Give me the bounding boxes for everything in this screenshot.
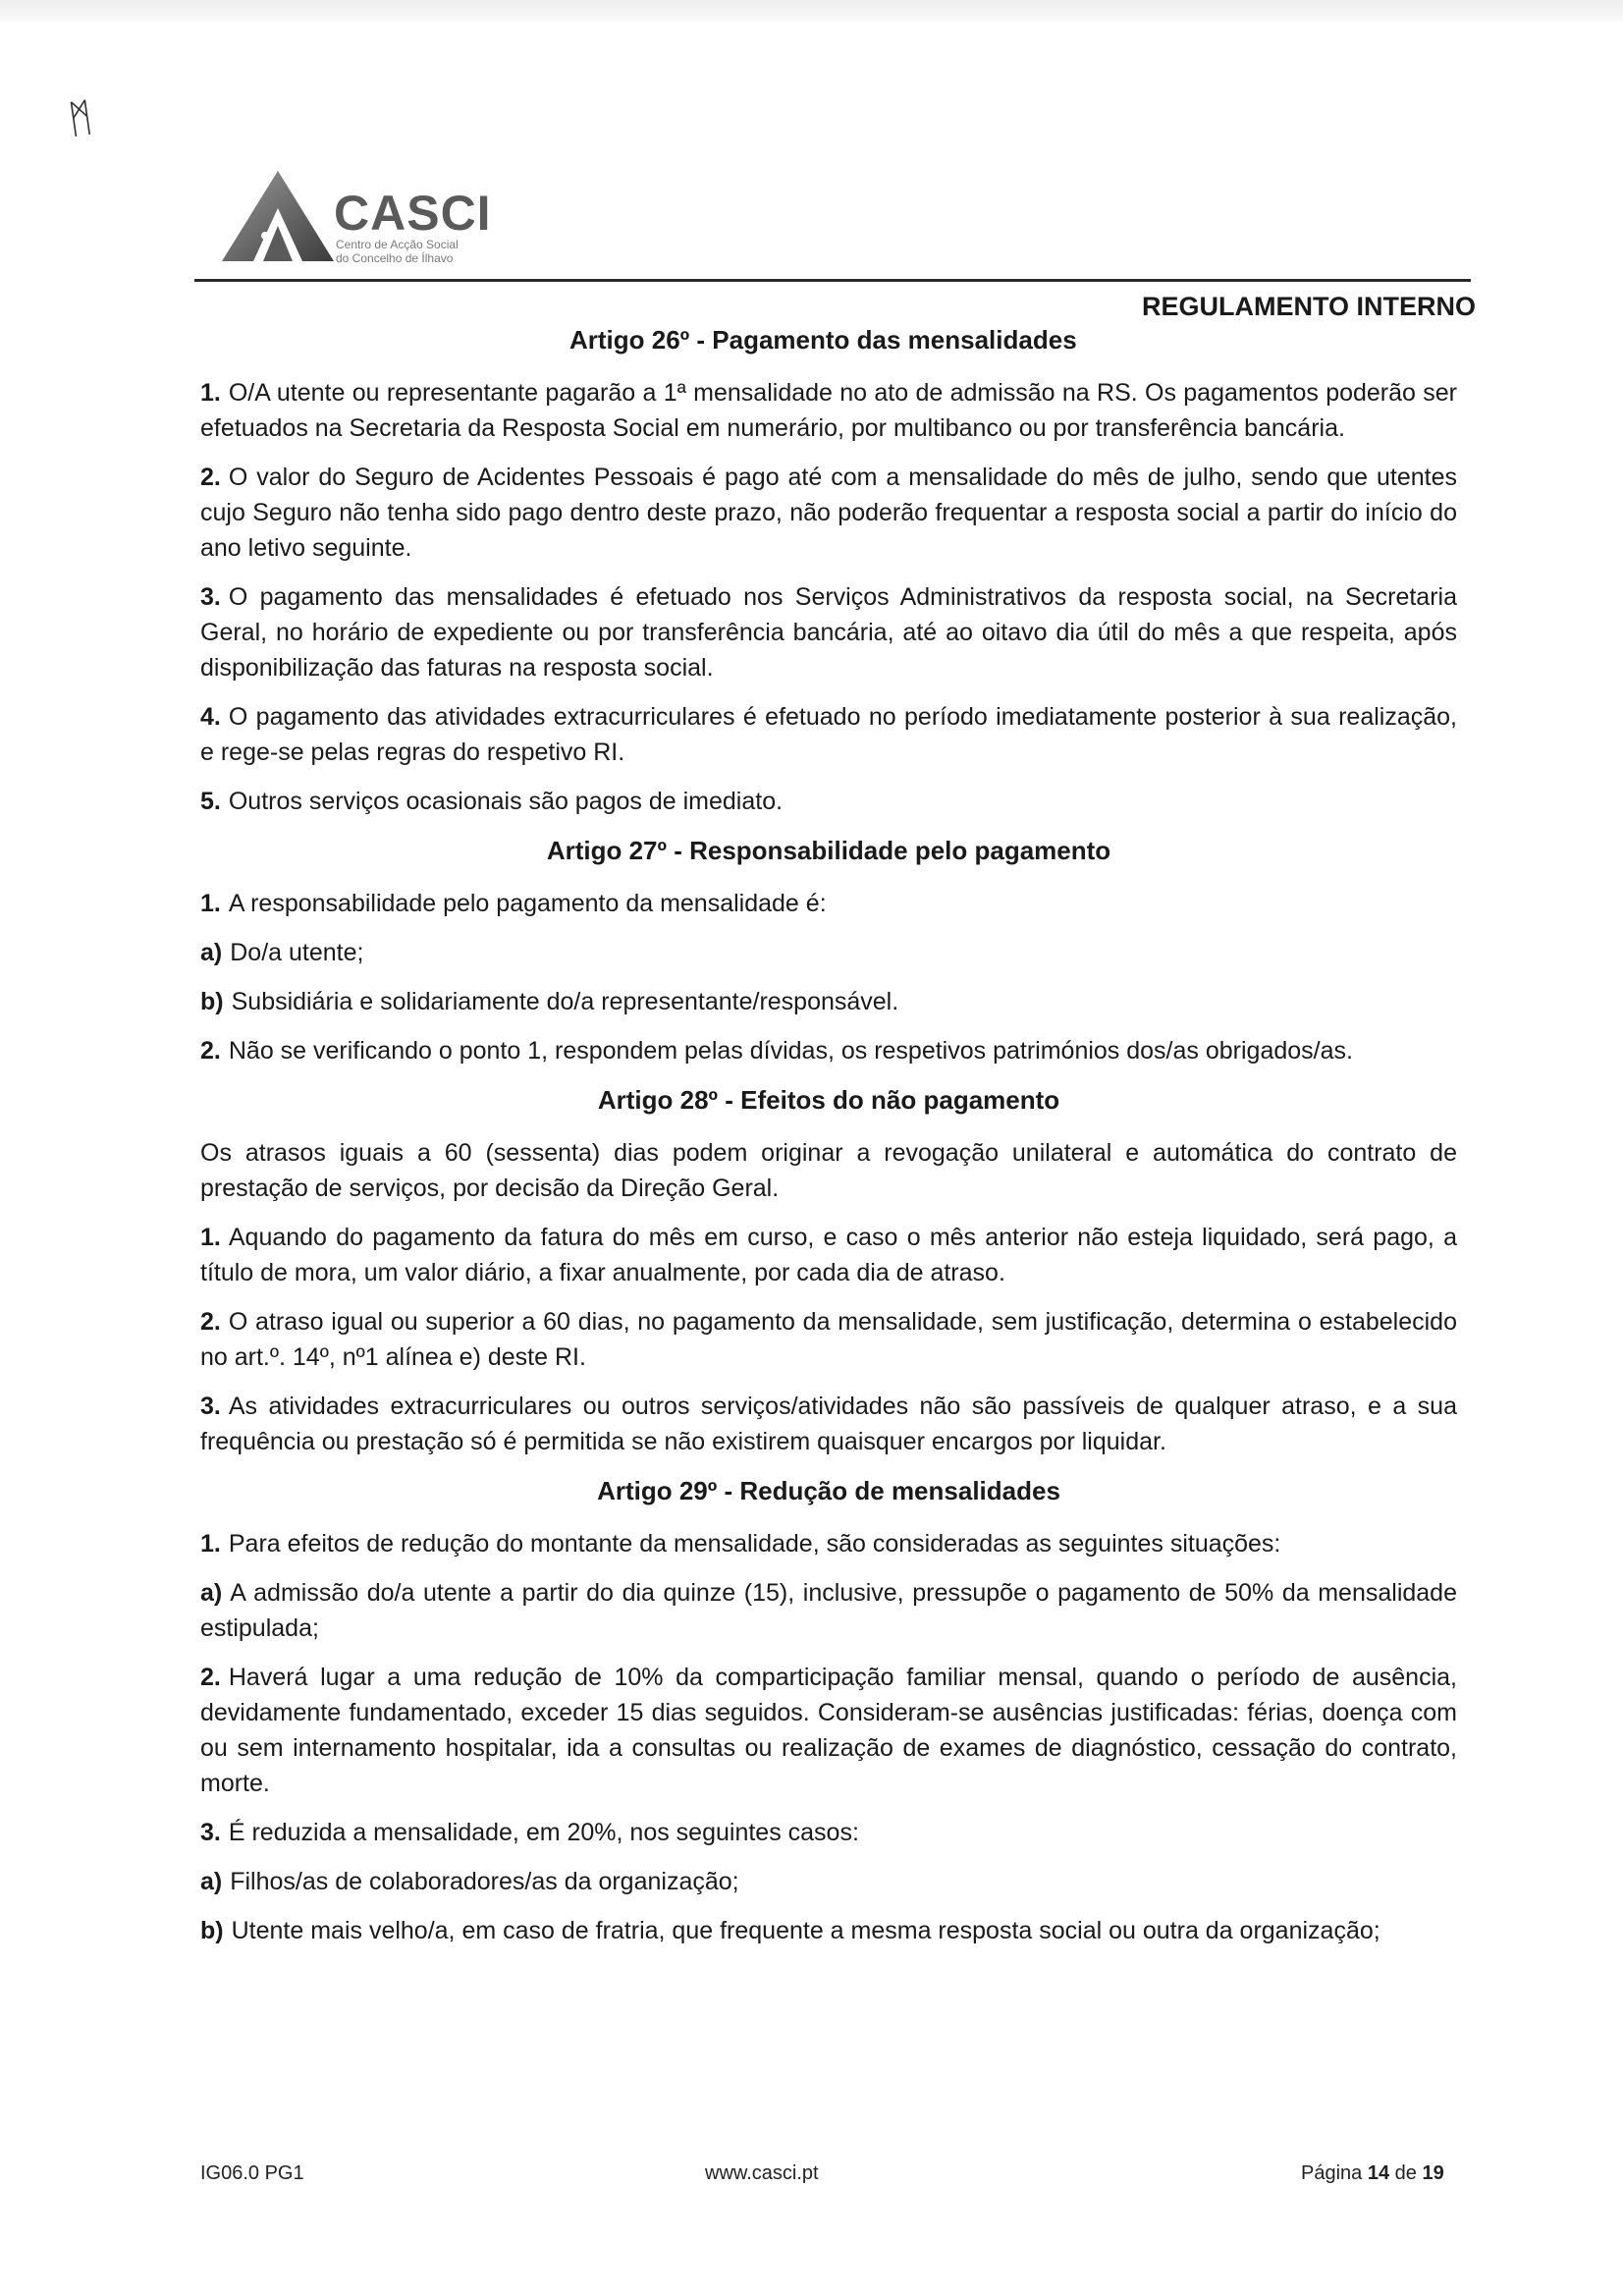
art29-item-a [200, 1575, 1457, 1646]
art26-paragraph-3 [200, 579, 1457, 685]
paragraph-text: O valor do Seguro de Acidentes Pessoais é pago até com a mensalidade do mês de julho, sendo que utentes cujo Seguro não tenha sido pago dentro deste prazo, não poderão frequentar a resposta social a partir do início do ano letivo seguinte. [200, 464, 1457, 562]
item-number: 1. [200, 1224, 221, 1251]
art27-item-a [200, 935, 1457, 970]
paragraph-text: Para efeitos de redução do montante da mensalidade, são consideradas as seguintes situações: [228, 1530, 1281, 1558]
logo-subtitle-2: do Concelho de Ílhavo [336, 251, 454, 265]
art29-item-3a [200, 1864, 1457, 1899]
paragraph-text: Utente mais velho/a, em caso de fratria, que frequente a mesma resposta social ou outra da organização; [231, 1917, 1380, 1944]
art28-paragraph-2 [200, 1304, 1457, 1375]
item-number: 1. [200, 890, 221, 917]
document-body [200, 322, 1457, 1962]
paragraph-text: As atividades extracurriculares ou outros serviços/atividades não são passíveis de qualquer atraso, e a sua frequência ou prestação só é permitida se não existirem quaisquer encargos por liquidar. [200, 1393, 1457, 1455]
art29-paragraph-1 [200, 1526, 1457, 1561]
footer-doc-code: IG06.0 PG1 [200, 2162, 304, 2184]
item-number: 2. [200, 1308, 221, 1336]
paragraph-text: Filhos/as de colaboradores/as da organização; [230, 1868, 739, 1895]
art28-paragraph-1 [200, 1220, 1457, 1290]
page-prefix: Página [1301, 2162, 1363, 2184]
handwritten-initials: ᛗ [65, 94, 96, 143]
paragraph-text: A responsabilidade pelo pagamento da mensalidade é: [228, 890, 827, 917]
item-number: 3. [200, 1819, 221, 1846]
paragraph-text: Subsidiária e solidariamente do/a representante/responsável. [231, 988, 899, 1015]
item-letter: a) [200, 1868, 223, 1895]
page-total: 19 [1422, 2162, 1444, 2184]
article-28-title: Artigo 28º - Efeitos do não pagamento [597, 1085, 1060, 1115]
item-number: 3. [200, 1393, 221, 1420]
item-number: 2. [200, 464, 221, 491]
art29-paragraph-3 [200, 1815, 1457, 1850]
art27-item-b [200, 984, 1457, 1019]
art27-paragraph-2 [200, 1033, 1457, 1068]
item-number: 5. [200, 788, 221, 815]
art28-intro: Os atrasos iguais a 60 (sessenta) dias podem originar a revogação unilateral e automática do contrato de prestação de serviços, por decisão da Direção Geral. [200, 1139, 1457, 1202]
item-letter: a) [200, 939, 223, 966]
item-letter: b) [200, 1917, 224, 1944]
item-letter: b) [200, 988, 224, 1015]
item-number: 4. [200, 703, 221, 731]
scan-edge [0, 0, 1623, 22]
article-27-title: Artigo 27º - Responsabilidade pelo pagamento [546, 836, 1111, 865]
art27-paragraph-1 [200, 886, 1457, 921]
footer-url[interactable]: www.casci.pt [705, 2162, 819, 2184]
item-number: 1. [200, 1530, 221, 1558]
paragraph-text: Haverá lugar a uma redução de 10% da comparticipação familiar mensal, quando o período de ausência, devidamente fundamentado, exceder 15 dias seguidos. Consideram-se ausências justificadas: férias, doença com ou sem internamento hospitalar, ida a consultas ou realização de exames de diagnóstico, cessação do contrato, morte. [200, 1664, 1457, 1797]
paragraph-text: Do/a utente; [230, 939, 364, 966]
paragraph-text: Aquando do pagamento da fatura do mês em curso, e caso o mês anterior não esteja liquidado, será pago, a título de mora, um valor diário, a fixar anualmente, por cada dia de atraso. [200, 1224, 1457, 1286]
logo-subtitle-1: Centro de Acção Social [336, 238, 459, 251]
paragraph-text: É reduzida a mensalidade, em 20%, nos seguintes casos: [228, 1819, 859, 1846]
item-number: 2. [200, 1664, 221, 1691]
paragraph-text: Não se verificando o ponto 1, respondem pelas dívidas, os respetivos patrimónios dos/as obrigados/as. [228, 1037, 1353, 1065]
paragraph-text: O/A utente ou representante pagarão a 1ª mensalidade no ato de admissão na RS. Os pagamentos poderão ser efetuados na Secretaria da Resposta Social em numerário, por multibanco ou por transferência bancária. [200, 379, 1457, 442]
paragraph-text: O pagamento das mensalidades é efetuado nos Serviços Administrativos da resposta social, na Secretaria Geral, no horário de expediente ou por transferência bancária, até ao oitavo dia útil do mês a que respeita, após disponibilização das faturas na resposta social. [200, 583, 1457, 682]
page-current: 14 [1367, 2162, 1390, 2184]
paragraph-text: O pagamento das atividades extracurriculares é efetuado no período imediatamente posterior à sua realização, e rege-se pelas regras do respetivo RI. [200, 703, 1457, 766]
item-number: 1. [200, 379, 221, 407]
art29-item-3b [200, 1913, 1457, 1948]
casci-logo [214, 167, 528, 275]
header-rule [194, 279, 1471, 282]
art29-paragraph-2 [200, 1660, 1457, 1801]
art26-paragraph-4 [200, 699, 1457, 770]
article-26-title: Artigo 26º - Pagamento das mensalidades [569, 325, 1077, 355]
article-29-title: Artigo 29º - Redução de mensalidades [597, 1476, 1060, 1505]
paragraph-text: O atraso igual ou superior a 60 dias, no pagamento da mensalidade, sem justificação, determina o estabelecido no art.º. 14º, nº1 alínea e) deste RI. [200, 1308, 1457, 1371]
logo-triangle-icon [214, 167, 342, 275]
document-label: REGULAMENTO INTERNO [1141, 292, 1476, 321]
footer-page-number [1301, 2162, 1444, 2185]
art26-paragraph-2 [200, 460, 1457, 566]
item-number: 2. [200, 1037, 221, 1065]
art28-paragraph-3 [200, 1389, 1457, 1459]
item-number: 3. [200, 583, 221, 611]
art26-paragraph-1 [200, 375, 1457, 446]
paragraph-text: A admissão do/a utente a partir do dia quinze (15), inclusive, pressupõe o pagamento de 50% da mensalidade estipulada; [200, 1579, 1457, 1642]
item-letter: a) [200, 1579, 223, 1607]
paragraph-text: Outros serviços ocasionais são pagos de imediato. [228, 788, 784, 815]
logo-name: CASCI [334, 186, 492, 241]
art26-paragraph-5 [200, 784, 1457, 819]
page-separator: de [1394, 2162, 1417, 2184]
